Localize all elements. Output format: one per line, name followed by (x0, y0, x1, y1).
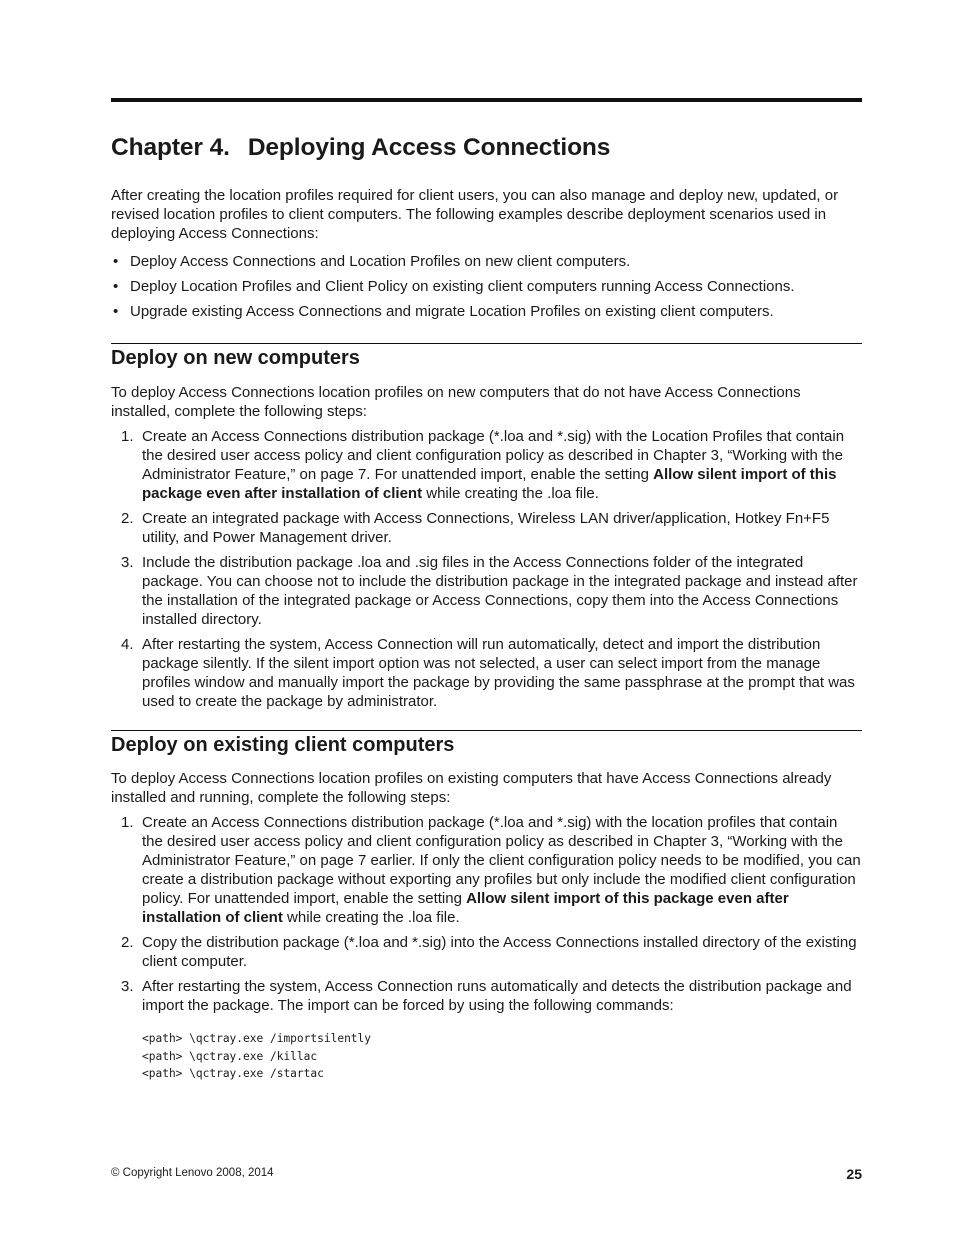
step-text: After restarting the system, Access Connection will run automatically, detect and import the distribution package silently. If the silent import option was not selected, a user can select import from the manage profiles window and manually import the package by providing the same passphrase at the prompt that was used to create the package by administrator. (142, 636, 855, 710)
step-text: while creating the .loa file. (282, 909, 460, 926)
section-heading-new-computers: Deploy on new computers (111, 347, 360, 369)
step-item (111, 933, 862, 971)
step-text: Copy the distribution package (*.loa and *.sig) into the Access Connections installed directory of the existing client computer. (142, 934, 857, 970)
step-number: 2. (121, 510, 134, 527)
step-number: 3. (121, 978, 134, 995)
step-number: 4. (121, 636, 134, 653)
command-block (142, 1030, 371, 1083)
step-item (111, 427, 862, 503)
step-number: 1. (121, 814, 134, 831)
list-item: • Deploy Access Connections and Location Profiles on new client computers. (111, 252, 862, 271)
section-intro: To deploy Access Connections location profiles on existing computers that have Access Connections already installed and running, complete the following steps: (111, 770, 832, 806)
step-item (111, 635, 862, 711)
step-text: After restarting the system, Access Connection runs automatically and detects the distribution package and import the package. The import can be forced by using the following commands: (142, 978, 852, 1014)
section-intro: To deploy Access Connections location profiles on new computers that do not have Access Connections installed, complete the following steps: (111, 384, 801, 420)
chapter-number: Chapter 4. (111, 134, 230, 161)
setting-name: Allow silent import of this package even after installation of client (142, 890, 789, 926)
step-text: Create an Access Connections distribution package (*.loa and *.sig) with the location profiles that contain the desired user access policy and client configuration policy as described in Chapter 3, “Working with the Administrator Feature,” on page 7 earlier. If only the client configuration policy needs to be modified, you can create a distribution package without exporting any profiles but only include the modified client configuration policy. For unattended import, enable the setting (142, 814, 861, 907)
step-number: 2. (121, 934, 134, 951)
step-number: 1. (121, 428, 134, 445)
command-line: <path> \qctray.exe /importsilently (142, 1032, 372, 1045)
steps-new-computers (111, 427, 862, 717)
command-line: <path> \qctray.exe /startac (142, 1067, 324, 1080)
step-text: Create an Access Connections distribution package (*.loa and *.sig) with the Location Profiles that contain the desired user access policy and client configuration policy as described in Chapter 3, “Working with the Administrator Feature,” on page 7. For unattended import, enable the setting (142, 428, 845, 483)
chapter-heading (111, 134, 610, 162)
step-text: Create an integrated package with Access Connections, Wireless LAN driver/application, Hotkey Fn+F5 utility, and Power Management driver. (142, 510, 830, 546)
chapter-top-rule (111, 98, 862, 102)
steps-existing-computers (111, 813, 862, 1021)
step-item (111, 509, 862, 547)
chapter-title: Deploying Access Connections (247, 134, 611, 161)
setting-name: Allow silent import of this package even after installation of client (142, 466, 837, 502)
step-item (111, 553, 862, 629)
copyright-notice: © Copyright Lenovo 2008, 2014 (111, 1167, 274, 1179)
section-heading-existing-computers: Deploy on existing client computers (111, 734, 455, 756)
step-text: Include the distribution package .loa and .sig files in the Access Connections folder of the integrated package. You can choose not to include the distribution package in the integrated package and instead after the installation of the integrated package or Access Connections, copy them into the Access Connections installed directory. (142, 554, 858, 628)
list-item: • Upgrade existing Access Connections and migrate Location Profiles on existing client computers. (111, 302, 862, 321)
scenario-list (111, 252, 862, 327)
page-number: 25 (846, 1166, 862, 1182)
command-line: <path> \qctray.exe /killac (142, 1049, 318, 1063)
step-text: while creating the .loa file. (422, 485, 599, 502)
section-rule (111, 730, 862, 731)
step-number: 3. (121, 554, 134, 571)
section-rule (111, 343, 862, 344)
list-item: • Deploy Location Profiles and Client Policy on existing client computers running Access Connections. (111, 277, 862, 296)
chapter-intro: After creating the location profiles required for client users, you can also manage and deploy new, updated, or revised location profiles to client computers. The following examples describe deployment scenarios used in deploying Access Connections: (111, 187, 839, 242)
step-item (111, 813, 862, 927)
step-item (111, 977, 862, 1015)
